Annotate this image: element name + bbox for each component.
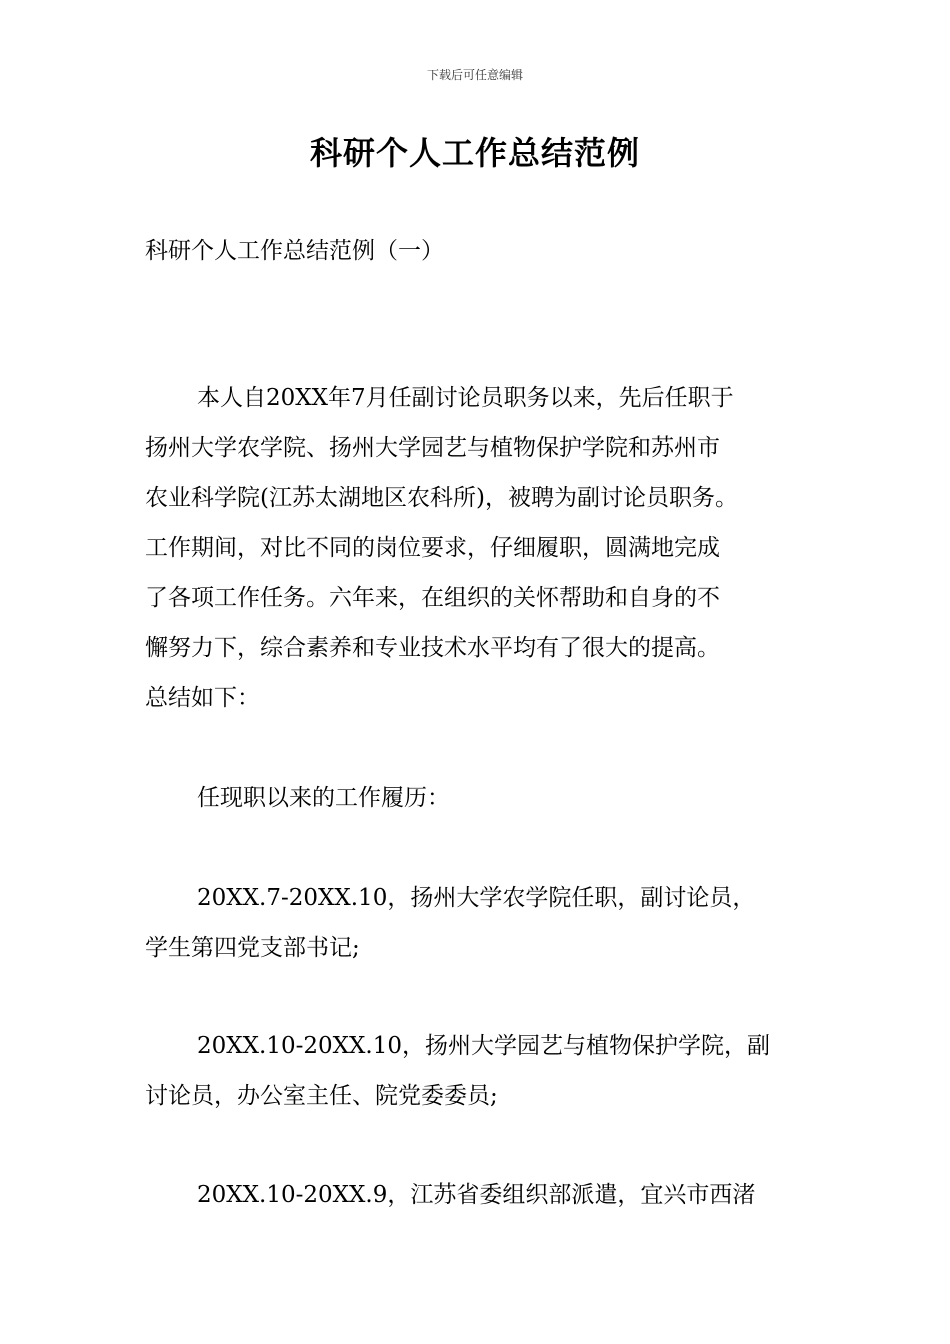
paragraph-line: 总结如下： [145, 685, 260, 711]
paragraph-line: 工作期间，对比不同的岗位要求，仔细履职，圆满地完成 [145, 535, 720, 561]
paragraph-line: 本人自20XX年7月任副讨论员职务以来，先后任职于 [197, 385, 734, 411]
paragraph-resume-heading: 任现职以来的工作履历： [197, 785, 450, 811]
paragraph-line: 懈努力下，综合素养和专业技术水平均有了很大的提高。 [145, 635, 720, 661]
document-title: 科研个人工作总结范例 [309, 134, 640, 172]
entry-line: 学生第四党支部书记; [145, 935, 360, 961]
paragraph-line: 扬州大学农学院、扬州大学园艺与植物保护学院和苏州市 [145, 435, 720, 461]
paragraph-line: 农业科学院(江苏太湖地区农科所)，被聘为副讨论员职务。 [145, 485, 738, 511]
paragraph-line: 了各项工作任务。六年来，在组织的关怀帮助和自身的不 [145, 585, 720, 611]
section-subtitle: 科研个人工作总结范例（一） [145, 238, 444, 264]
entry-line: 20XX.10-20XX.9，江苏省委组织部派遣，宜兴市西渚 [197, 1182, 756, 1208]
entry-line: 20XX.7-20XX.10，扬州大学农学院任职，副讨论员， [197, 885, 756, 911]
entry-line: 讨论员，办公室主任、院党委委员; [145, 1083, 498, 1109]
entry-line: 20XX.10-20XX.10，扬州大学园艺与植物保护学院，副 [197, 1033, 770, 1059]
header-note: 下载后可任意编辑 [426, 68, 523, 82]
